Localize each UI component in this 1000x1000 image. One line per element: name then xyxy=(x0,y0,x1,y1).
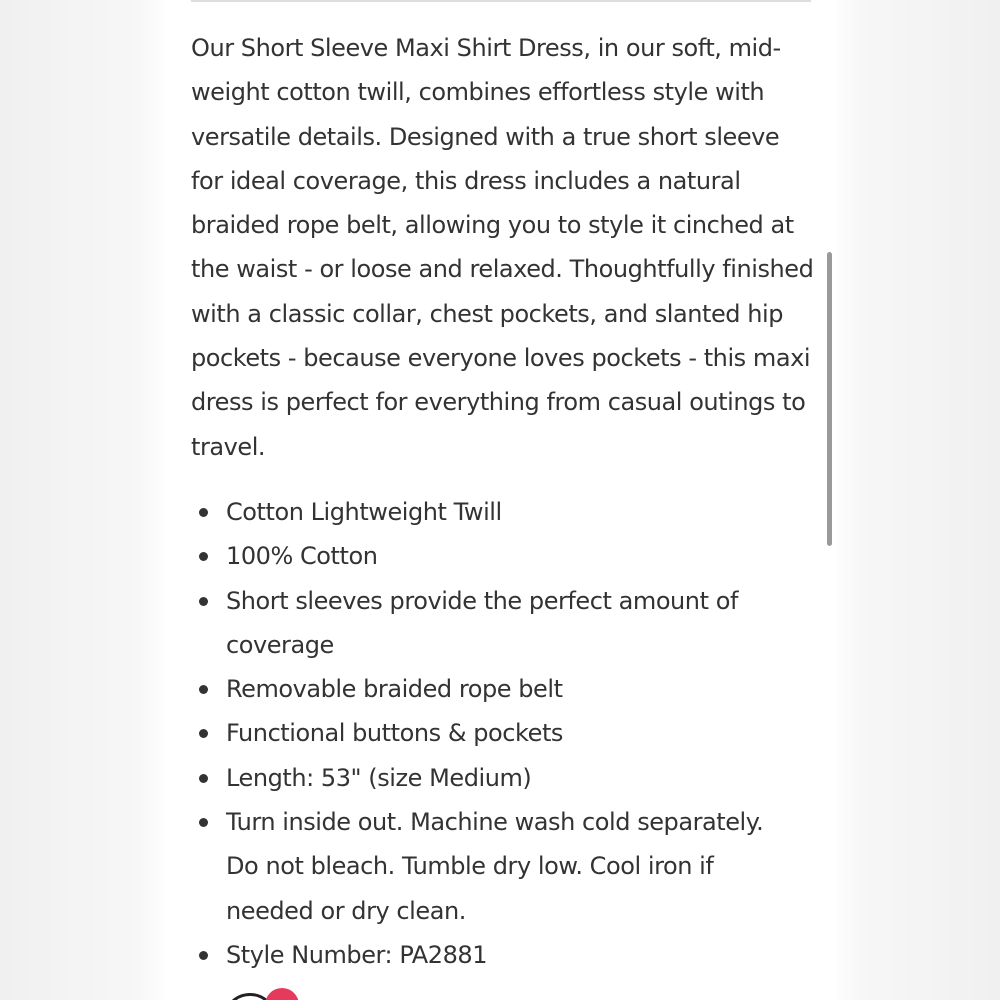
bullet-icon xyxy=(199,552,208,561)
bullet-icon xyxy=(199,951,208,960)
feature-item xyxy=(191,933,791,977)
section-divider xyxy=(191,0,811,2)
bullet-icon xyxy=(199,685,208,694)
feature-item xyxy=(191,490,791,534)
feature-text: Length: 53" (size Medium) xyxy=(226,763,532,792)
feature-text: Short sleeves provide the perfect amount of coverage xyxy=(226,586,738,659)
bullet-icon xyxy=(199,729,208,738)
product-details-panel[interactable] xyxy=(165,0,837,1000)
bullet-icon xyxy=(199,508,208,517)
feature-item xyxy=(191,756,791,800)
feature-text: 100% Cotton xyxy=(226,542,378,571)
product-features-list xyxy=(191,490,791,977)
product-description: Our Short Sleeve Maxi Shirt Dress, in our soft, mid-weight cotton twill, combines effortless style with versatile details. Designed with a true short sleeve for ideal coverage, this dress includes a natural braided rope belt, allowing you to style it cinched at the waist - or loose and relaxed. Thoughtfully finished with a classic collar, chest pockets, and slanted hip pockets - because everyone loves pockets - this maxi dress is perfect for everything from casual outings to travel. xyxy=(191,34,814,461)
feature-item xyxy=(191,534,791,578)
notification-badge-icon xyxy=(265,988,299,1000)
feature-text: Turn inside out. Machine wash cold separately. Do not bleach. Tumble dry low. Cool iron if needed or dry clean. xyxy=(226,808,764,925)
feature-text: Cotton Lightweight Twill xyxy=(226,498,502,526)
feature-item xyxy=(191,711,791,755)
feature-text: Style Number: PA2881 xyxy=(226,940,488,969)
bullet-icon xyxy=(199,818,208,827)
bullet-icon xyxy=(199,597,208,606)
feature-text: Removable braided rope belt xyxy=(226,675,563,704)
scrollbar-thumb[interactable] xyxy=(827,252,832,546)
feature-item xyxy=(191,667,791,711)
feature-item xyxy=(191,579,791,668)
feature-text: Functional buttons & pockets xyxy=(226,719,563,748)
feature-item xyxy=(191,800,791,933)
bullet-icon xyxy=(199,774,208,783)
